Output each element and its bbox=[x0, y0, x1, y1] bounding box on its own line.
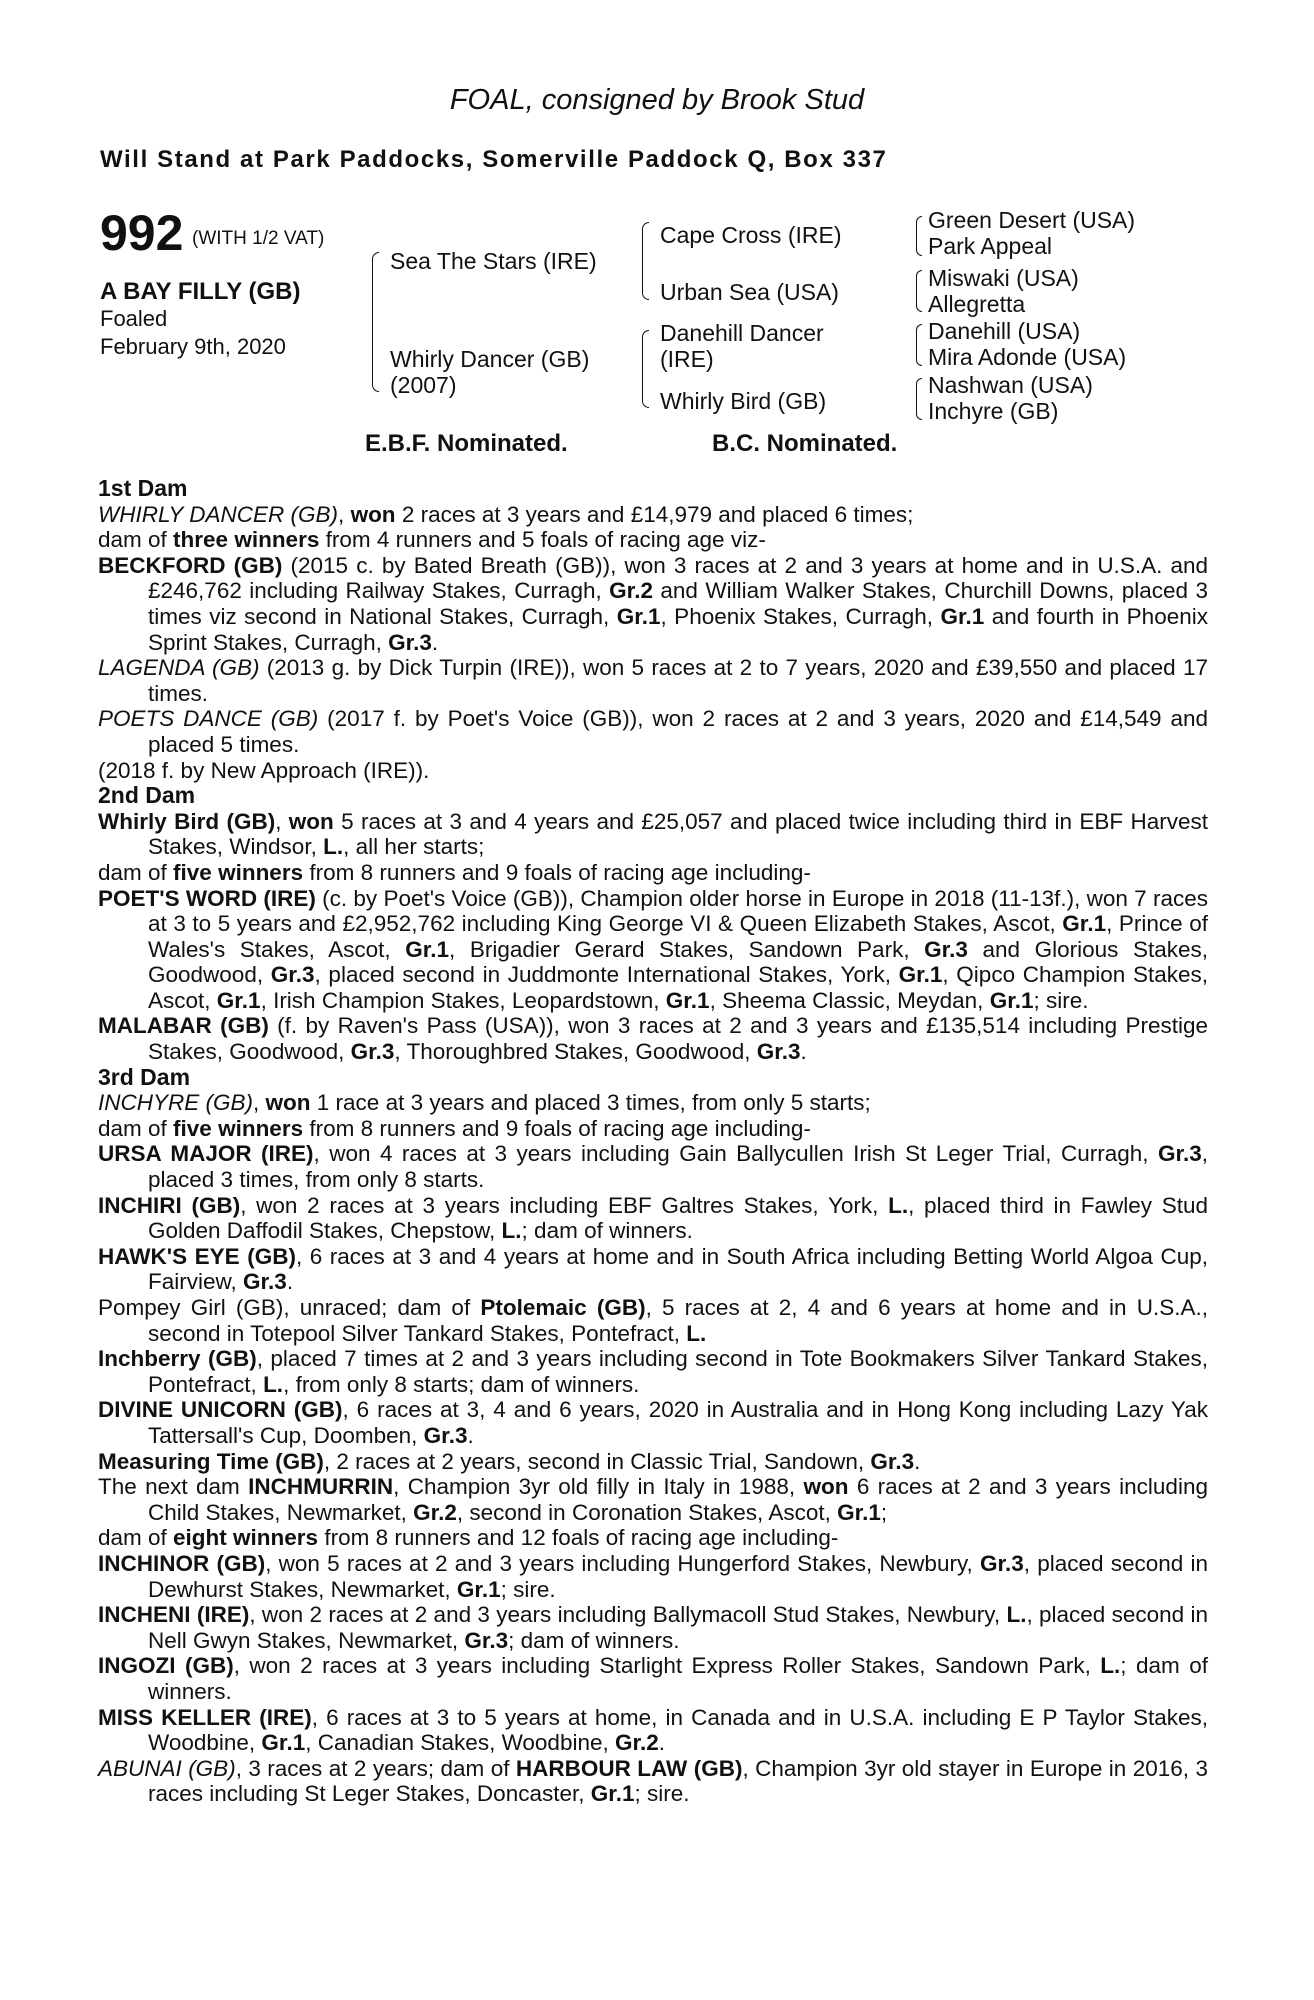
produce-entry: Pompey Girl (GB), unraced; dam of Ptolemaic (GB), 5 races at 2, 4 and 6 years at home and in U.S.A., second in Totepool Silver Tankard Stakes, Pontefract, L. bbox=[98, 1295, 1208, 1346]
sire: Sea The Stars (IRE) bbox=[390, 248, 597, 274]
sire-dam: Urban Sea (USA) bbox=[660, 279, 839, 305]
foaled-label: Foaled bbox=[100, 306, 168, 331]
pedigree-brace-g2 bbox=[916, 270, 922, 312]
second-dam-record: Whirly Bird (GB), won 5 races at 3 and 4 years and £25,057 and placed twice including third in EBF Harvest Stakes, Windsor, L., all her starts; bbox=[98, 808, 1208, 860]
grandsire-2: Miswaki (USA) bbox=[928, 265, 1079, 291]
pedigree-brace-dam bbox=[642, 330, 649, 408]
produce-entry: HAWK'S EYE (GB), 6 races at 3 and 4 years at home and in South Africa including Betting World Algoa Cup, Fairview, Gr.3. bbox=[98, 1243, 1208, 1295]
produce-entry: POETS DANCE (GB) (2017 f. by Poet's Voice (GB)), won 2 races at 2 and 3 years, 2020 and £14,549 and placed 5 times. bbox=[98, 706, 1208, 757]
next-dam-produce-summary: dam of eight winners from 8 runners and 12 foals of racing age including- bbox=[98, 1525, 839, 1551]
granddam-2: Allegretta bbox=[928, 291, 1026, 317]
bc-nominated: B.C. Nominated. bbox=[712, 430, 898, 457]
dam-sire-country: (IRE) bbox=[660, 346, 714, 372]
ebf-nominated: E.B.F. Nominated. bbox=[365, 430, 568, 457]
produce-entry: POET'S WORD (IRE) (c. by Poet's Voice (GB)), Champion older horse in Europe in 2018 (11-13f.), won 7 races at 3 to 5 years and £2,952,762 including King George VI & Queen Elizabeth Stakes, Ascot, Gr.1, Prince of Wales's Stakes, Ascot, Gr.1, Brigadier Gerard Stakes, Sandown Park, Gr.3 and Glorious Stakes, Goodwood, Gr.3, placed second in Juddmonte International Stakes, York, Gr.1, Qipco Champion Stakes, Ascot, Gr.1, Irish Champion Stakes, Leopardstown, Gr.1, Sheema Classic, Meydan, Gr.1; sire. bbox=[98, 885, 1208, 1013]
second-dam-heading: 2nd Dam bbox=[98, 782, 196, 809]
grandsire-3: Danehill (USA) bbox=[928, 318, 1081, 344]
granddam-1: Park Appeal bbox=[928, 233, 1053, 259]
dam-dam: Whirly Bird (GB) bbox=[660, 388, 827, 414]
third-dam-heading: 3rd Dam bbox=[98, 1063, 191, 1090]
dam-year: (2007) bbox=[390, 372, 457, 398]
produce-entry: URSA MAJOR (IRE), won 4 races at 3 years including Gain Ballycullen Irish St Leger Trial, Curragh, Gr.3, placed 3 times, from only 8 starts. bbox=[98, 1141, 1208, 1193]
granddam-3: Mira Adonde (USA) bbox=[928, 344, 1127, 370]
vat-note: (WITH 1/2 VAT) bbox=[192, 228, 325, 249]
produce-entry: MALABAR (GB) (f. by Raven's Pass (USA)), won 3 races at 2 and 3 years and £135,514 including Prestige Stakes, Goodwood, Gr.3, Thoroughbred Stakes, Goodwood, Gr.3. bbox=[98, 1013, 1209, 1065]
foaled-date: February 9th, 2020 bbox=[100, 334, 286, 359]
produce-entry: INCHIRI (GB), won 2 races at 3 years including EBF Galtres Stakes, York, L., placed third in Fawley Stud Golden Daffodil Stakes, Chepstow, L.; dam of winners. bbox=[98, 1192, 1208, 1244]
first-dam-produce-summary: dam of three winners from 4 runners and 5 foals of racing age viz- bbox=[98, 527, 766, 553]
lot-number: 992 bbox=[100, 205, 184, 261]
sire-sire: Cape Cross (IRE) bbox=[660, 222, 842, 248]
pedigree-brace-sire bbox=[642, 222, 649, 300]
produce-entry: (2018 f. by New Approach (IRE)). bbox=[98, 757, 430, 783]
produce-entry: Inchberry (GB), placed 7 times at 2 and 3 years including second in Tote Bookmakers Silver Tankard Stakes, Pontefract, L., from only 8 starts; dam of winners. bbox=[98, 1346, 1208, 1397]
first-dam-heading: 1st Dam bbox=[98, 475, 188, 501]
produce-entry: BECKFORD (GB) (2015 c. by Bated Breath (GB)), won 3 races at 2 and 3 years at home and in U.S.A. and £246,762 including Railway Stakes, Curragh, Gr.2 and William Walker Stakes, Churchill Downs, placed 3 times viz second in National Stakes, Curragh, Gr.1, Phoenix Stakes, Curragh, Gr.1 and fourth in Phoenix Sprint Stakes, Curragh, Gr.3. bbox=[98, 552, 1209, 655]
foal-name: A BAY FILLY (GB) bbox=[100, 278, 301, 305]
second-dam-produce-summary: dam of five winners from 8 runners and 9 foals of racing age including- bbox=[98, 859, 811, 885]
next-dam-record: The next dam INCHMURRIN, Champion 3yr old filly in Italy in 1988, won 6 races at 2 and 3 years including Child Stakes, Newmarket, Gr.2, second in Coronation Stakes, Ascot, Gr.1; bbox=[98, 1474, 1208, 1525]
dam-line-body bbox=[98, 476, 1208, 1807]
grandsire-1: Green Desert (USA) bbox=[928, 207, 1136, 233]
dam: Whirly Dancer (GB) bbox=[390, 346, 590, 372]
produce-entry: ABUNAI (GB), 3 races at 2 years; dam of HARBOUR LAW (GB), Champion 3yr old stayer in Europe in 2016, 3 races including St Leger Stakes, Doncaster, Gr.1; sire. bbox=[98, 1755, 1208, 1807]
pedigree-brace-g3 bbox=[916, 324, 922, 366]
produce-entry: INCHENI (IRE), won 2 races at 2 and 3 years including Ballymacoll Stud Stakes, Newbury, L., placed second in Nell Gwyn Stakes, Newmarket, Gr.3; dam of winners. bbox=[98, 1602, 1209, 1653]
granddam-4: Inchyre (GB) bbox=[928, 398, 1059, 424]
produce-entry: INCHINOR (GB), won 5 races at 2 and 3 years including Hungerford Stakes, Newbury, Gr.3, placed second in Dewhurst Stakes, Newmarket, Gr.1; sire. bbox=[98, 1550, 1209, 1602]
produce-entry: MISS KELLER (IRE), 6 races at 3 to 5 years at home, in Canada and in U.S.A. including E P Taylor Stakes, Woodbine, Gr.1, Canadian Stakes, Woodbine, Gr.2. bbox=[98, 1704, 1208, 1756]
produce-entry: LAGENDA (GB) (2013 g. by Dick Turpin (IRE)), won 5 races at 2 to 7 years, 2020 and £39,550 and placed 17 times. bbox=[98, 655, 1208, 706]
stand-location: Will Stand at Park Paddocks, Somerville Paddock Q, Box 337 bbox=[100, 146, 888, 173]
produce-entry: INGOZI (GB), won 2 races at 3 years including Starlight Express Roller Stakes, Sandown Park, L.; dam of winners. bbox=[98, 1653, 1209, 1704]
third-dam-record: INCHYRE (GB), won 1 race at 3 years and placed 3 times, from only 5 starts; bbox=[98, 1090, 871, 1116]
dam-sire: Danehill Dancer bbox=[660, 320, 824, 346]
catalogue-title: FOAL, consigned by Brook Stud bbox=[449, 84, 865, 116]
pedigree-brace-g1 bbox=[916, 216, 922, 256]
produce-entry: DIVINE UNICORN (GB), 6 races at 3, 4 and 6 years, 2020 in Australia and in Hong Kong including Lazy Yak Tattersall's Cup, Doomben, Gr.3. bbox=[98, 1397, 1208, 1448]
produce-entry: Measuring Time (GB), 2 races at 2 years, second in Classic Trial, Sandown, Gr.3. bbox=[98, 1448, 921, 1474]
third-dam-produce-summary: dam of five winners from 8 runners and 9 foals of racing age including- bbox=[98, 1115, 811, 1141]
grandsire-4: Nashwan (USA) bbox=[928, 372, 1093, 398]
first-dam-record: WHIRLY DANCER (GB), won 2 races at 3 years and £14,979 and placed 6 times; bbox=[98, 501, 914, 527]
pedigree-brace-main bbox=[372, 252, 379, 392]
pedigree-brace-g4 bbox=[916, 378, 922, 420]
